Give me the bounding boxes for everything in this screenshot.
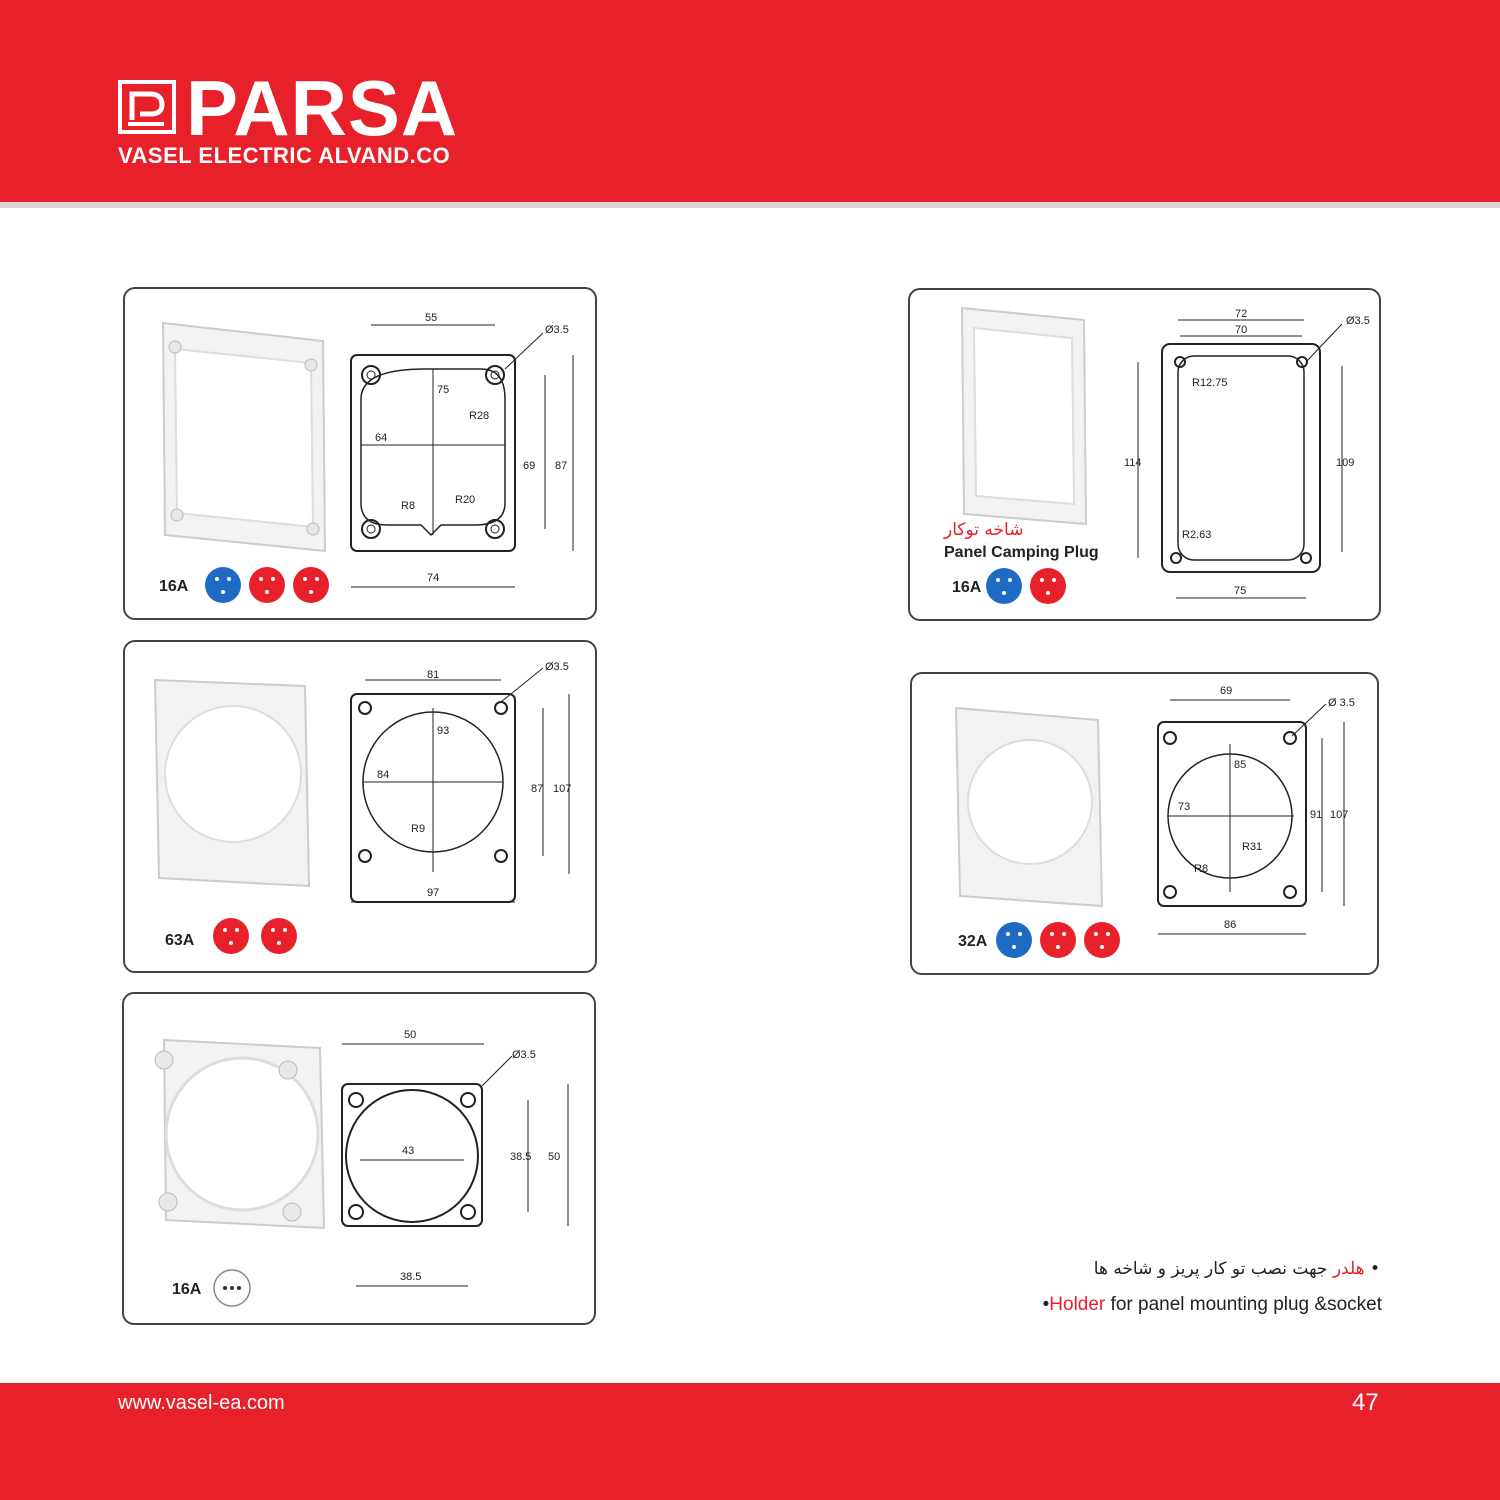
blue-plug-icon bbox=[996, 922, 1032, 958]
dim-d2: 73 bbox=[1178, 801, 1191, 813]
description-fa-rest: جهت نصب تو کار پریز و شاخه ها bbox=[1093, 1259, 1328, 1279]
dim-top: 50 bbox=[404, 1029, 417, 1041]
company-name: VASEL ELECTRIC ALVAND.CO bbox=[118, 143, 451, 168]
description-en-bullet: • bbox=[1042, 1294, 1050, 1315]
dim-hole: Ø3.5 bbox=[1346, 315, 1370, 327]
dim-r3: R20 bbox=[455, 494, 476, 506]
dim-d1: 85 bbox=[1234, 759, 1247, 771]
product-card-32a bbox=[910, 672, 1379, 975]
dim-bottom: 86 bbox=[1224, 919, 1237, 931]
dim-d4: 107 bbox=[1330, 809, 1349, 821]
dim-d4: 87 bbox=[555, 460, 568, 472]
red-plug-icon bbox=[1084, 922, 1120, 958]
dim-r2: R2.63 bbox=[1182, 529, 1212, 541]
description-fa-highlight: هلدر bbox=[1332, 1259, 1365, 1279]
product-card-16a-b bbox=[908, 288, 1381, 621]
product-title-fa: شاخه توکار bbox=[944, 520, 1024, 540]
dim-d2: 38.5 bbox=[510, 1151, 532, 1163]
parsa-logo-icon bbox=[118, 80, 176, 134]
product-card-16a-a bbox=[123, 287, 597, 620]
dim-bottom: 97 bbox=[427, 887, 440, 899]
rating-label: 32A bbox=[958, 933, 988, 950]
rating-label: 63A bbox=[165, 932, 195, 949]
holder-16a-a-illustration bbox=[125, 289, 599, 622]
rating-label: 16A bbox=[159, 578, 189, 595]
red-plug-icon bbox=[1030, 568, 1066, 604]
dim-top: 81 bbox=[427, 669, 440, 681]
dim-bottom: 38.5 bbox=[400, 1271, 422, 1283]
dim-r1: R12.75 bbox=[1192, 377, 1228, 389]
rating-label: 16A bbox=[952, 579, 982, 596]
red-plug-icon bbox=[293, 567, 329, 603]
blue-plug-icon bbox=[205, 567, 241, 603]
dim-top: 55 bbox=[425, 312, 438, 324]
dim-r2: R8 bbox=[1194, 863, 1209, 875]
holder-16a-b-illustration bbox=[910, 290, 1383, 623]
blue-plug-icon bbox=[986, 568, 1022, 604]
product-title-en: Panel Camping Plug bbox=[944, 544, 1099, 561]
dim-r1: R28 bbox=[469, 410, 490, 422]
red-plug-icon bbox=[249, 567, 285, 603]
dim-d2: 84 bbox=[377, 769, 390, 781]
dim-bottom: 74 bbox=[427, 572, 440, 584]
product-card-63a bbox=[123, 640, 597, 973]
dim-d3: 50 bbox=[548, 1151, 561, 1163]
dim-d2: 64 bbox=[375, 432, 388, 444]
dim-hole: Ø3.5 bbox=[545, 661, 569, 673]
dim-right: 109 bbox=[1336, 457, 1355, 469]
holder-63a-illustration bbox=[125, 642, 599, 975]
dim-d3: 69 bbox=[523, 460, 536, 472]
dim-hole: Ø3.5 bbox=[512, 1049, 536, 1061]
dim-r1: R31 bbox=[1242, 841, 1263, 853]
website-link[interactable]: www.vasel-ea.com bbox=[118, 1392, 285, 1414]
header-divider bbox=[0, 202, 1500, 208]
brand-name: PARSA bbox=[186, 64, 459, 152]
holder-32a-illustration bbox=[912, 674, 1381, 977]
red-plug-icon bbox=[1040, 922, 1076, 958]
dim-hole: Ø 3.5 bbox=[1328, 697, 1355, 709]
dim-d4: 107 bbox=[553, 783, 572, 795]
red-plug-icon bbox=[261, 918, 297, 954]
dim-d1: 43 bbox=[402, 1145, 415, 1157]
description-fa bbox=[1000, 1259, 1380, 1279]
dim-d1: 93 bbox=[437, 725, 450, 737]
dim-top1: 72 bbox=[1235, 308, 1248, 320]
dim-top2: 70 bbox=[1235, 324, 1248, 336]
dim-r1: R9 bbox=[411, 823, 426, 835]
description-en-highlight: Holder bbox=[1049, 1294, 1106, 1315]
description-en-rest: for panel mounting plug &socket bbox=[1105, 1294, 1382, 1315]
dim-d3: 91 bbox=[1310, 809, 1323, 821]
page-number: 47 bbox=[1352, 1389, 1379, 1416]
dim-d1: 75 bbox=[437, 384, 450, 396]
dim-d3: 87 bbox=[531, 783, 544, 795]
holder-16a-c-illustration bbox=[124, 994, 598, 1327]
description-en bbox=[1000, 1294, 1382, 1316]
description-fa-bullet: • bbox=[1369, 1259, 1380, 1279]
dim-r2: R8 bbox=[401, 500, 416, 512]
dim-bottom: 75 bbox=[1234, 585, 1247, 597]
schuko-socket-icon bbox=[214, 1270, 250, 1306]
rating-label: 16A bbox=[172, 1281, 202, 1298]
product-card-16a-c bbox=[122, 992, 596, 1325]
dim-hole: Ø3.5 bbox=[545, 324, 569, 336]
red-plug-icon bbox=[213, 918, 249, 954]
dim-top: 69 bbox=[1220, 685, 1233, 697]
dim-left: 114 bbox=[1124, 457, 1142, 469]
